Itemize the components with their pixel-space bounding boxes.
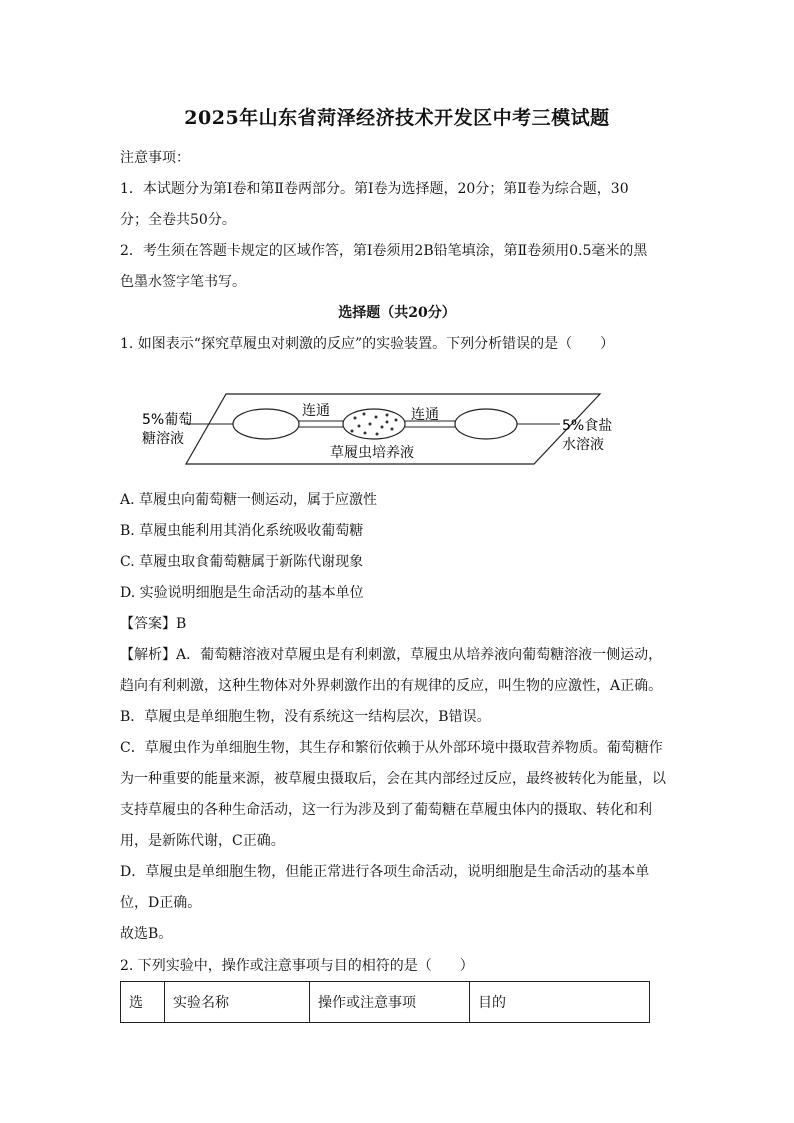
connect-label-left: 连通 [302, 403, 330, 419]
table-header-row [121, 982, 650, 1023]
notice-item-1-cont: 分；全卷共50分。 [120, 212, 236, 228]
notice-item-2-cont: 色墨水签字笔书写。 [120, 274, 246, 290]
table-header-cell: 目的 [470, 982, 650, 1023]
option-a: A. 草履虫向葡萄糖一侧运动，属于应激性 [120, 492, 378, 508]
notice-header: 注意事项： [120, 150, 190, 166]
analysis-line: 为一种重要的能量来源，被草履虫摄取后，会在其内部经过反应，最终被转化为能量，以 [120, 771, 666, 787]
analysis-line: 位，D正确。 [120, 895, 202, 911]
page-title: 2025年山东省菏泽经济技术开发区中考三模试题 [184, 107, 610, 129]
analysis-line: 【解析】A．葡萄糖溶液对草履虫是有利刺激，草履虫从培养液向葡萄糖溶液一侧运动， [120, 647, 663, 663]
analysis-line: D．草履虫是单细胞生物，但能正常进行各项生命活动，说明细胞是生命活动的基本单 [120, 864, 650, 880]
notice-item-2: 2．考生须在答题卡规定的区域作答，第Ⅰ卷须用2B铅笔填涂，第Ⅱ卷须用0.5毫米的黑 [120, 243, 648, 259]
culture-drop [343, 409, 405, 439]
question-1-stem: 1. 如图表示“探究草履虫对刺激的反应”的实验装置。下列分析错误的是（ ） [120, 336, 615, 352]
question-2-stem: 2. 下列实验中，操作或注意事项与目的相符的是（ ） [120, 958, 474, 974]
experiment-diagram [140, 386, 620, 470]
table-header-cell: 选 [121, 982, 165, 1023]
analysis-line: 用，是新陈代谢，C正确。 [120, 833, 285, 849]
option-d: D. 实验说明细胞是生命活动的基本单位 [120, 585, 364, 601]
analysis-line: 支持草履虫的各种生命活动，这一行为涉及到了葡萄糖在草履虫体内的摄取、转化和利 [120, 802, 652, 818]
analysis-line: C．草履虫作为单细胞生物，其生存和繁衍依赖于从外部环境中摄取营养物质。葡萄糖作 [120, 740, 663, 756]
glucose-drop [233, 409, 299, 439]
answer: 【答案】B [120, 616, 187, 632]
table-header-cell: 操作或注意事项 [310, 982, 470, 1023]
question-2-table [120, 981, 650, 1023]
salt-drop [455, 409, 517, 439]
connect-label-right: 连通 [411, 407, 439, 423]
culture-label: 草履虫培养液 [330, 445, 414, 461]
right-label-line2: 水溶液 [562, 437, 604, 453]
left-label-line2: 糖溶液 [142, 431, 184, 447]
right-label-line1: 5%食盐 [562, 418, 613, 434]
option-b: B. 草履虫能利用其消化系统吸收葡萄糖 [120, 523, 364, 539]
table-header-cell: 实验名称 [165, 982, 310, 1023]
option-c: C. 草履虫取食葡萄糖属于新陈代谢现象 [120, 554, 364, 570]
analysis-line: 趋向有利刺激，这种生物体对外界刺激作出的有规律的反应，叫生物的应激性，A正确。 [120, 678, 663, 694]
notice-item-1: 1．本试题分为第Ⅰ卷和第Ⅱ卷两部分。第Ⅰ卷为选择题，20分；第Ⅱ卷为综合题，30 [120, 181, 629, 197]
left-label-line1: 5%葡萄 [142, 412, 193, 428]
analysis-line: B．草履虫是单细胞生物，没有系统这一结构层次，B错误。 [120, 709, 491, 725]
section-heading: 选择题（共20分） [338, 305, 456, 321]
analysis-line: 故选B。 [120, 926, 173, 942]
